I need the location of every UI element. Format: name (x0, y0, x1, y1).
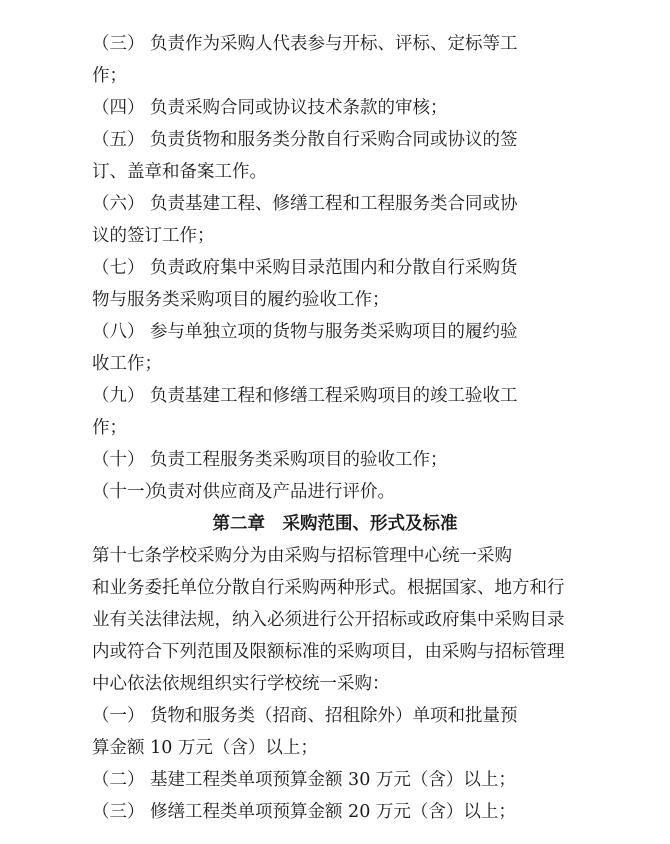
list-item (92, 192, 670, 216)
item-text: 负责基建工程、修缮工程和工程服务类合同或协 (150, 194, 518, 214)
item-text: 负责货物和服务类分散自行采购合同或协议的签 (150, 130, 518, 150)
list-item (92, 320, 670, 344)
item-marker: （六） (92, 194, 145, 214)
item-marker: （八） (92, 322, 145, 342)
list-item (92, 448, 670, 472)
item-continuation: 作； (92, 66, 127, 86)
item-continuation: 议的签订工作； (92, 226, 215, 246)
item-marker: （十） (92, 450, 145, 470)
item-marker: （七） (92, 258, 145, 278)
item-text: 修缮工程类单项预算金额 20 万元（含）以上； (150, 802, 516, 822)
item-marker: （四） (92, 98, 145, 118)
item-continuation: 作； (92, 418, 127, 438)
article-first-line (92, 544, 670, 568)
list-item (92, 96, 670, 120)
item-marker: （九） (92, 386, 145, 406)
article-line: 和业务委托单位分散自行采购两种形式。根据国家、地方和行 (92, 578, 565, 598)
item-text: 参与单独立项的货物与服务类采购项目的履约验 (150, 322, 518, 342)
item-text: 负责工程服务类采购项目的验收工作； (150, 450, 448, 470)
item-text: 负责对供应商及产品进行评价。 (150, 482, 395, 502)
list-item (92, 32, 670, 56)
item-marker: （三） (92, 34, 145, 54)
article-text: 学校采购分为由采购与招标管理中心统一采购 (162, 546, 512, 566)
item-continuation: 订、盖章和备案工作。 (92, 162, 267, 182)
item-text: 负责政府集中采购目录范围内和分散自行采购货 (150, 258, 518, 278)
article-label: 第十七条 (92, 546, 162, 566)
item-marker: （二） (92, 770, 145, 790)
list-item (92, 704, 670, 728)
item-text: 货物和服务类（招商、招租除外）单项和批量预 (150, 706, 518, 726)
list-item (92, 128, 670, 152)
list-item (92, 384, 670, 408)
article-line: 业有关法律法规，纳入必须进行公开招标或政府集中采购目录 (92, 610, 565, 630)
chapter-title: 第二章 采购范围、形式及标准 (212, 514, 458, 534)
item-text: 负责作为采购人代表参与开标、评标、定标等工 (150, 34, 518, 54)
list-item (92, 256, 670, 280)
item-continuation: 收工作； (92, 354, 162, 374)
item-marker: （三） (92, 802, 145, 822)
item-marker: （五） (92, 130, 145, 150)
article-line: 中心依法依规组织实行学校统一采购： (92, 674, 390, 694)
list-item (92, 800, 670, 824)
list-item (92, 480, 670, 504)
item-marker: （十一） (92, 482, 162, 502)
article-line: 内或符合下列范围及限额标准的采购项目，由采购与招标管理 (92, 642, 565, 662)
item-continuation: 算金额 10 万元（含）以上； (92, 738, 318, 758)
item-text: 负责采购合同或协议技术条款的审核； (150, 98, 448, 118)
list-item (92, 768, 670, 792)
item-continuation: 物与服务类采购项目的履约验收工作； (92, 290, 390, 310)
item-text: 负责基建工程和修缮工程采购项目的竣工验收工 (150, 386, 518, 406)
item-text: 基建工程类单项预算金额 30 万元（含）以上； (150, 770, 516, 790)
item-marker: （一） (92, 706, 145, 726)
